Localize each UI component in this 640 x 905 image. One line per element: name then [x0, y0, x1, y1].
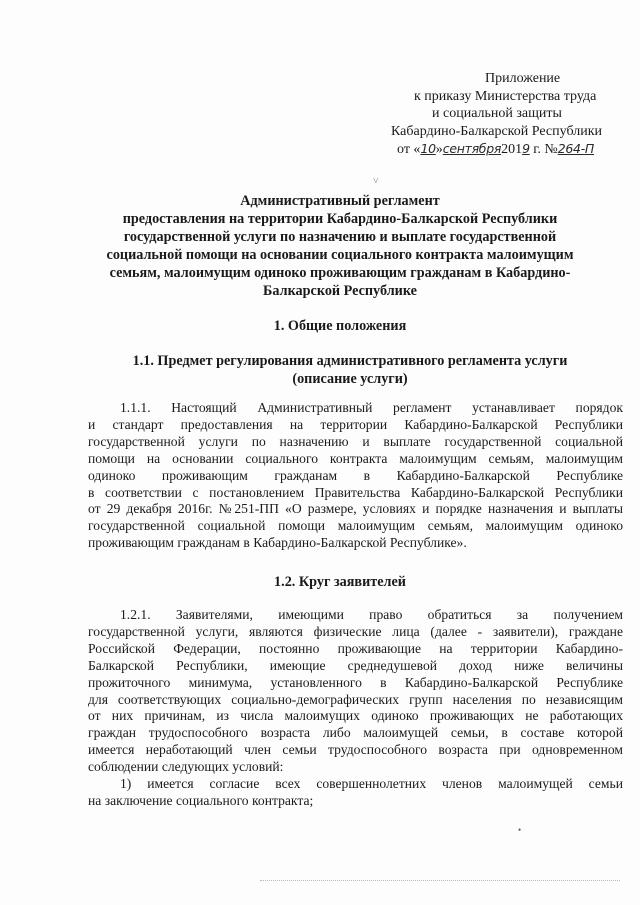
scan-mark: • [518, 825, 522, 835]
subsection-heading: 1.1. Предмет регулирования административного регламента услуги [132, 353, 568, 369]
appendix-order-line: к приказу Министерства труда [414, 88, 597, 104]
subsection-heading-line2: (описание услуги) [292, 371, 408, 387]
appendix-label: Приложение [485, 71, 561, 86]
paragraph-line: государственной услуги по назначению и выплате государственной социальной [88, 433, 623, 449]
paragraph-line: прожиточного минимума, установленного в Кабардино-Балкарской Республике [88, 674, 623, 690]
date-year-handwritten: 9 [522, 141, 530, 156]
document-title [80, 192, 600, 300]
list-item-line: 1) имеется согласие всех совершеннолетних членов малоимущей семьи [120, 776, 623, 792]
paragraph-line: 1.1.1. Настоящий Административный регламент устанавливает порядок [120, 400, 623, 415]
appendix-date-line [380, 140, 630, 159]
paragraph-line: граждан трудоспособного возраста либо малоимущей семьи, в составе которой [88, 725, 623, 741]
paragraph-line: одиноко проживающим гражданам в Кабардино-Балкарской Республике [88, 467, 623, 483]
title-line: Балкарской Республике [263, 283, 417, 299]
appendix-block [380, 70, 630, 159]
paragraph-line: в соответствии с постановлением Правительства Кабардино-Балкарской Республики [88, 484, 623, 500]
paragraph-line: имеется неработающий член семьи трудоспособного возраста при одновременном [88, 742, 623, 758]
date-g-label: г. № [529, 142, 558, 157]
paragraph-1-2-1 [88, 607, 623, 810]
date-mid: » [435, 142, 443, 157]
order-number-handwritten: 264-П [557, 141, 595, 156]
paragraph-line: государственной услуги, являются физические лица (далее - заявители), граждане [88, 623, 623, 639]
paragraph-line: от 29 декабря 2016г. №251-ПП «О размере, условиях и порядке назначения и выплаты [88, 501, 623, 517]
paragraph-1-1-1 [88, 400, 623, 552]
date-month-handwritten: сентября [442, 141, 502, 156]
list-item-line: на заключение социального контракта; [88, 792, 314, 808]
date-prefix: от « [397, 142, 421, 157]
title-line: социальной помощи на основании социального контракта малоимущим [106, 247, 574, 263]
section-heading-general: 1. Общие положения [273, 318, 407, 334]
paragraph-line: государственной социальной помощи малоимущим семьям, малоимущим одиноко [88, 518, 623, 534]
paragraph-line: проживающим гражданам в Кабардино-Балкарской Республике». [88, 535, 467, 551]
title-line: семьям, малоимущим одиноко проживающим гражданам в Кабардино- [109, 265, 571, 281]
section-heading-applicants: 1.2. Круг заявителей [274, 574, 406, 590]
paragraph-line: и стандарт предоставления на территории Кабардино-Балкарской Республики [88, 416, 623, 432]
paragraph-line: от них причинам, из числа малоимущих одиноко проживающих не работающих [88, 708, 623, 724]
title-line: Административный регламент [240, 193, 440, 209]
paragraph-line: Российской Федерации, постоянно проживающие на территории Кабардино- [88, 640, 623, 656]
title-line: предоставления на территории Кабардино-Балкарской Республики [122, 211, 558, 227]
paragraph-line: помощи на основании социального контракта малоимущим семьям, малоимущим [88, 450, 623, 466]
paragraph-line: Балкарской Республики, имеющие среднедушевой доход ниже величины [88, 657, 623, 673]
paragraph-line: 1.2.1. Заявителями, имеющими право обратиться за получением [120, 607, 623, 622]
paragraph-line: соблюдении следующих условий: [88, 759, 284, 775]
title-line: государственной услуги по назначению и выплате государственной [123, 229, 557, 245]
appendix-ministry-line: и социальной защиты [432, 106, 562, 121]
date-year-prefix: 201 [501, 142, 523, 157]
paragraph-line: для соответствующих социально-демографических групп населения по независящим [88, 691, 623, 707]
scan-dot: ˅ [373, 176, 379, 187]
date-day-handwritten: 10 [420, 141, 436, 156]
appendix-republic-line: Кабардино-Балкарской Республики [391, 123, 602, 139]
scan-bottom-edge [260, 880, 620, 881]
